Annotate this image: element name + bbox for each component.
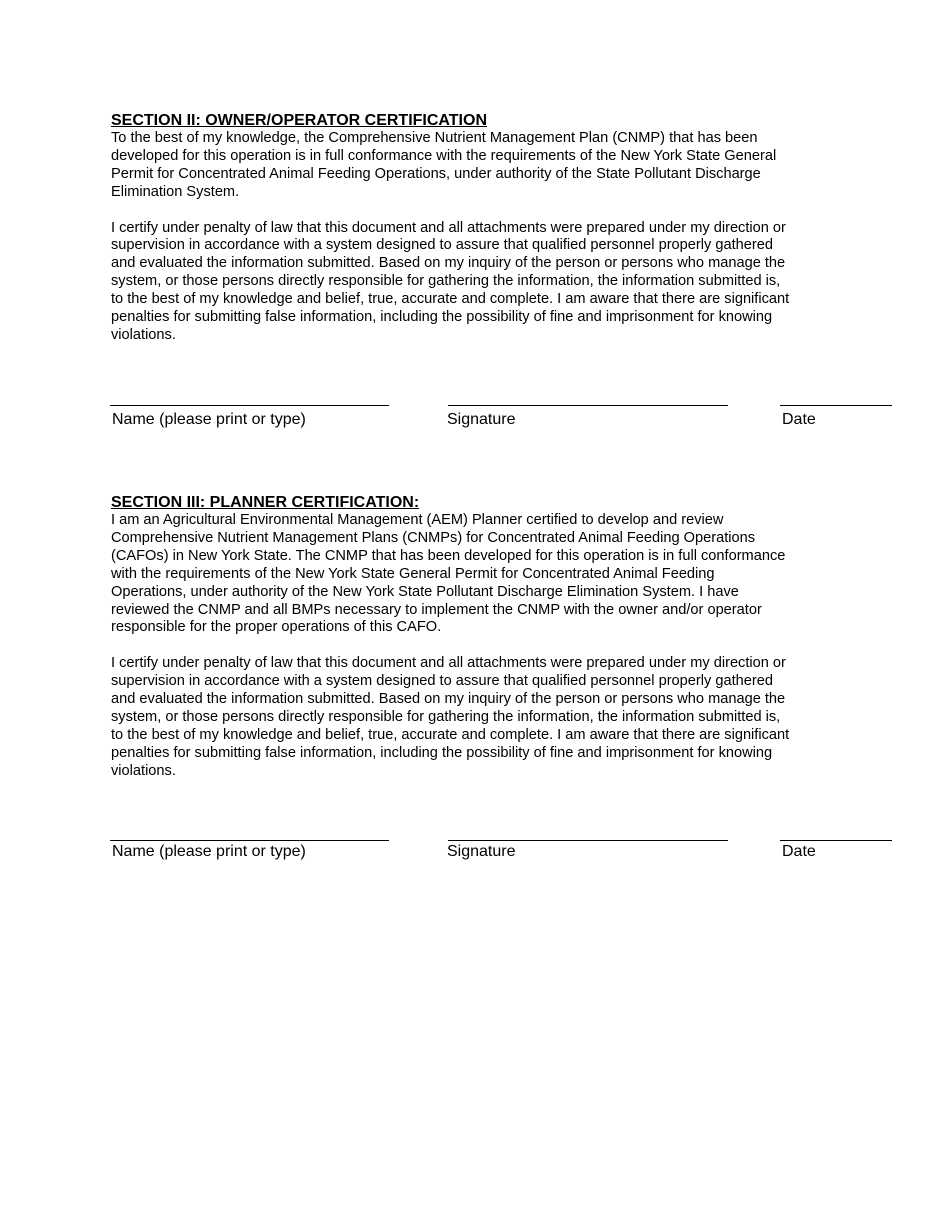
- signature-line[interactable]: [448, 405, 728, 406]
- signature-label: Signature: [447, 843, 516, 860]
- date-label: Date: [782, 411, 816, 428]
- date-signature-line[interactable]: [780, 405, 892, 406]
- paragraph: To the best of my knowledge, the Comprehensive Nutrient Management Plan (CNMP) that has been developed for this operation is in full conformance with the requirements of the New York State General Permit for Concentrated Animal Feeding Operations, under authority of the State Pollutant Discharge Elimination System.: [111, 130, 777, 200]
- name-signature-line[interactable]: [110, 405, 389, 406]
- paragraph: I am an Agricultural Environmental Management (AEM) Planner certified to develop and review Comprehensive Nutrient Management Plans (CNMPs) for Concentrated Animal Feeding Operations (CAFOs) in New York State. The CNMP that has been developed for this operation is in full conformance with the requirements of the New York State General Permit for Concentrated Animal Feeding Operations, under authority of the New York State Pollutant Discharge Elimination System. I have reviewed the CNMP and all BMPs necessary to implement the CNMP with the owner and/or operator responsible for the proper operations of this CAFO.: [111, 512, 786, 636]
- name-label: Name (please print or type): [112, 843, 306, 860]
- section-owner-operator-certification: [111, 112, 851, 345]
- section-heading: SECTION III: PLANNER CERTIFICATION:: [111, 494, 420, 511]
- paragraph: I certify under penalty of law that this document and all attachments were prepared under my direction or supervision in accordance with a system designed to assure that qualified personnel properly gathered and evaluated the information submitted. Based on my inquiry of the person or persons who manage the system, or those persons directly responsible for gathering the information, the information submitted is, to the best of my knowledge and belief, true, accurate and complete. I am aware that there are significant penalties for submitting false information, including the possibility of fine and imprisonment for knowing violations.: [111, 655, 790, 779]
- paragraph: I certify under penalty of law that this document and all attachments were prepared under my direction or supervision in accordance with a system designed to assure that qualified personnel properly gathered and evaluated the information submitted. Based on my inquiry of the person or persons who manage the system, or those persons directly responsible for gathering the information, the information submitted is, to the best of my knowledge and belief, true, accurate and complete. I am aware that there are significant penalties for submitting false information, including the possibility of fine and imprisonment for knowing violations.: [111, 219, 790, 343]
- section-planner-certification: [111, 494, 851, 781]
- date-signature-line[interactable]: [780, 840, 892, 841]
- date-label: Date: [782, 843, 816, 860]
- signature-line[interactable]: [448, 840, 728, 841]
- name-label: Name (please print or type): [112, 411, 306, 428]
- section-heading: SECTION II: OWNER/OPERATOR CERTIFICATION: [111, 112, 487, 129]
- signature-label: Signature: [447, 411, 516, 428]
- name-signature-line[interactable]: [110, 840, 389, 841]
